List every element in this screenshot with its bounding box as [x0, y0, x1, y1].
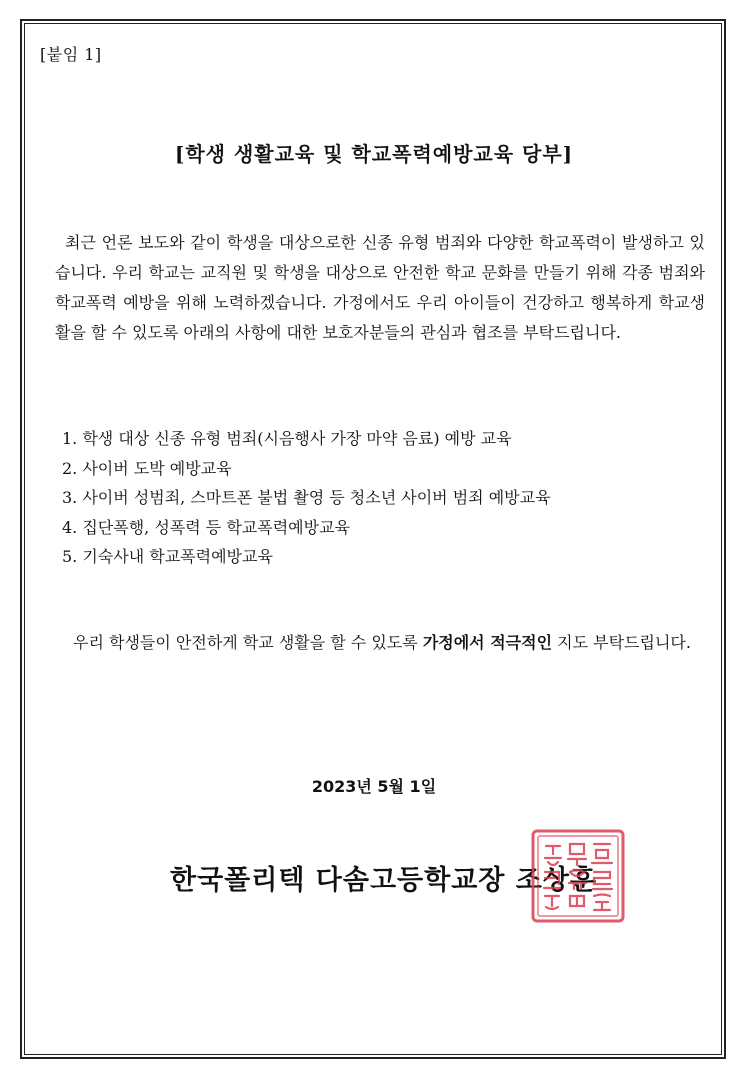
list-item: 3. 사이버 성범죄, 스마트폰 불법 촬영 등 청소년 사이버 범죄 예방교육: [62, 488, 551, 507]
closing-text-end: 지도 부탁드립니다.: [552, 633, 691, 652]
closing-paragraph: [55, 628, 705, 658]
closing-text: 우리 학생들이 안전하게 학교 생활을 할 수 있도록: [73, 633, 423, 652]
list-item: 1. 학생 대상 신종 유형 범죄(시음행사 가장 마약 음료) 예방 교육: [62, 429, 512, 448]
list-item: 4. 집단폭행, 성폭력 등 학교폭력예방교육: [62, 517, 350, 537]
education-item-list: [62, 424, 551, 572]
intro-paragraph: 최근 언론 보도와 같이 학생을 대상으로한 신종 유형 범죄와 다양한 학교폭력이 발생하고 있습니다. 우리 학교는 교직원 및 학생을 대상으로 안전한 학교 문화를 만들기 위해 각종 범죄와 학교폭력 예방을 위해 노력하겠습니다. 가정에서도 우리 아이들이 건강하고 행복하게 학교생활을 할 수 있도록 아래의 사항에 대한 보호자분들의 관심과 협조를 부탁드립니다.: [55, 233, 705, 342]
school-seal-stamp: [530, 828, 626, 924]
closing-emphasis: 가정에서 적극적인: [422, 633, 553, 652]
principal-signature: 한국폴리텍 다솜고등학교장 조상훈: [170, 865, 598, 896]
issue-date: 2023년 5월 1일: [311, 777, 437, 796]
document-title: [학생 생활교육 및 학교폭력예방교육 당부]: [174, 142, 574, 166]
list-item: 5. 기숙사내 학교폭력예방교육: [62, 547, 273, 566]
attachment-label: [붙임 1]: [40, 45, 102, 64]
list-item: 2. 사이버 도박 예방교육: [62, 458, 232, 478]
